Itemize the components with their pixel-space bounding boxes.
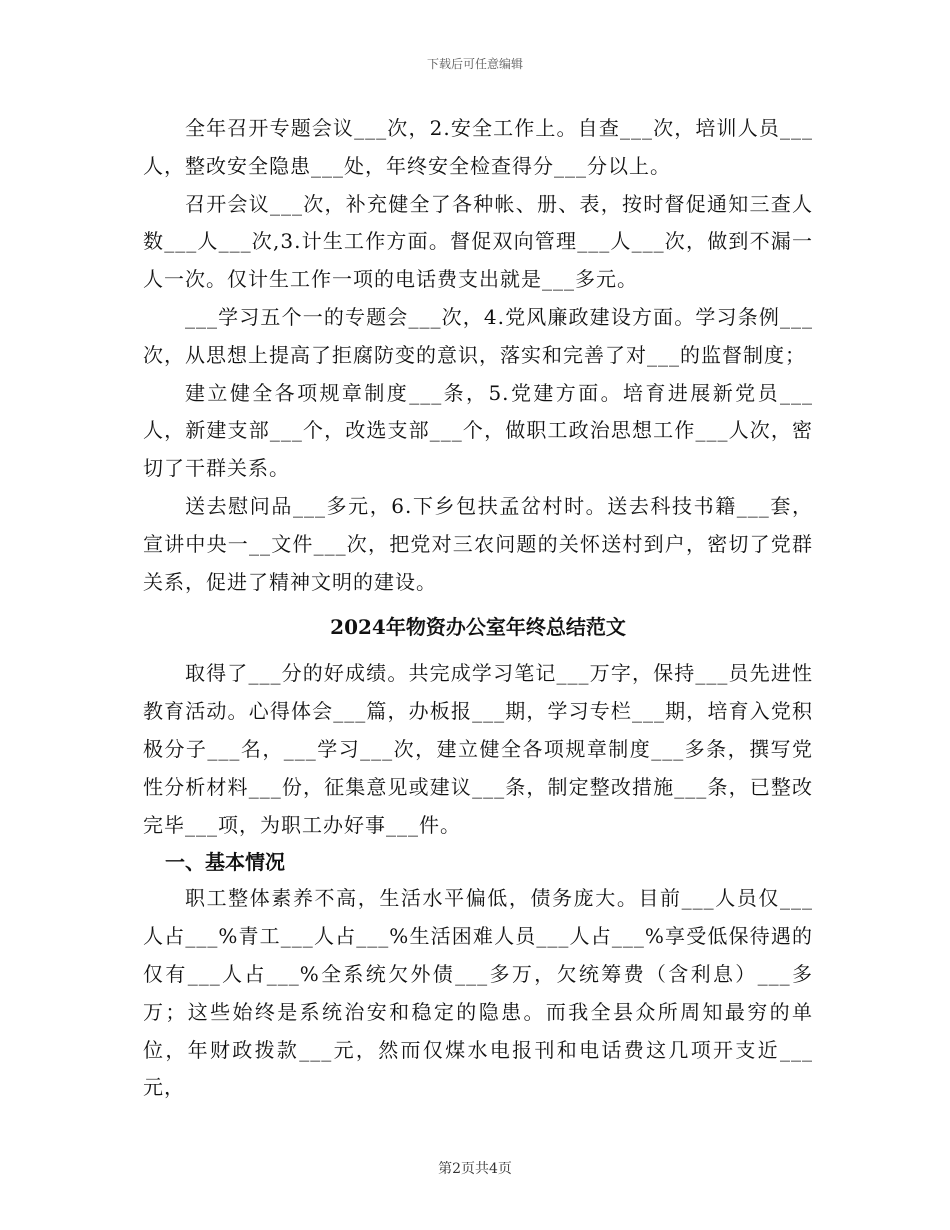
page-header-note: 下载后可任意编辑	[426, 57, 523, 71]
document-title: 2024年物资办公室年终总结范文	[330, 615, 626, 640]
paragraph-family-planning: 召开会议___次，补充健全了各种帐、册、表，按时督促通知三查人数___人___次,3.计生工作方面。督促双向管理___人___次，做到不漏一人一次。仅计生工作一项的电话费支出就是___多元。	[143, 191, 813, 292]
page-number-footer: 第2页共4页	[438, 1161, 512, 1177]
section-heading: 一、基本情况	[165, 850, 285, 875]
paragraph-basic-situation: 职工整体素养不高，生活水平偏低，债务庞大。目前___人员仅___人占___%青工___人占___%生活困难人员___人占___%享受低保待遇的仅有___人占___%全系统欠外债___多万，欠统筹费（含利息）___多万；这些始终是系统治安和稳定的隐患。而我全县众所周知最穷的单位，年财政拨款___元，然而仅煤水电报刊和电话费这几项开支近___元，	[143, 886, 813, 1100]
paragraph-party-building: 建立健全各项规章制度___条，5.党建方面。培育进展新党员___人，新建支部___个，改选支部___个，做职工政治思想工作___人次，密切了干群关系。	[143, 380, 813, 481]
paragraph-integrity: ___学习五个一的专题会___次，4.党风廉政建设方面。学习条例___次，从思想上提高了拒腐防变的意识，落实和完善了对___的监督制度；	[143, 304, 813, 367]
paragraph-village-support: 送去慰问品___多元，6.下乡包扶孟岔村时。送去科技书籍___套，宣讲中央一__文件___次，把党对三农问题的关怀送村到户，密切了党群关系，促进了精神文明的建设。	[143, 493, 813, 594]
document-body	[143, 110, 813, 1107]
paragraph-achievements: 取得了___分的好成绩。共完成学习笔记___万字，保持___员先进性教育活动。心得体会___篇，办板报___期，学习专栏___期，培育入党积极分子___名，___学习___次，建立健全各项规章制度___多条，撰写党性分析材料___份，征集意见或建议___条，制定整改措施___条，已整改完毕___项，为职工办好事___件。	[143, 661, 813, 837]
paragraph-meetings: 全年召开专题会议___次，2.安全工作上。自查___次，培训人员___人，整改安全隐患___处，年终安全检查得分___分以上。	[143, 116, 813, 178]
